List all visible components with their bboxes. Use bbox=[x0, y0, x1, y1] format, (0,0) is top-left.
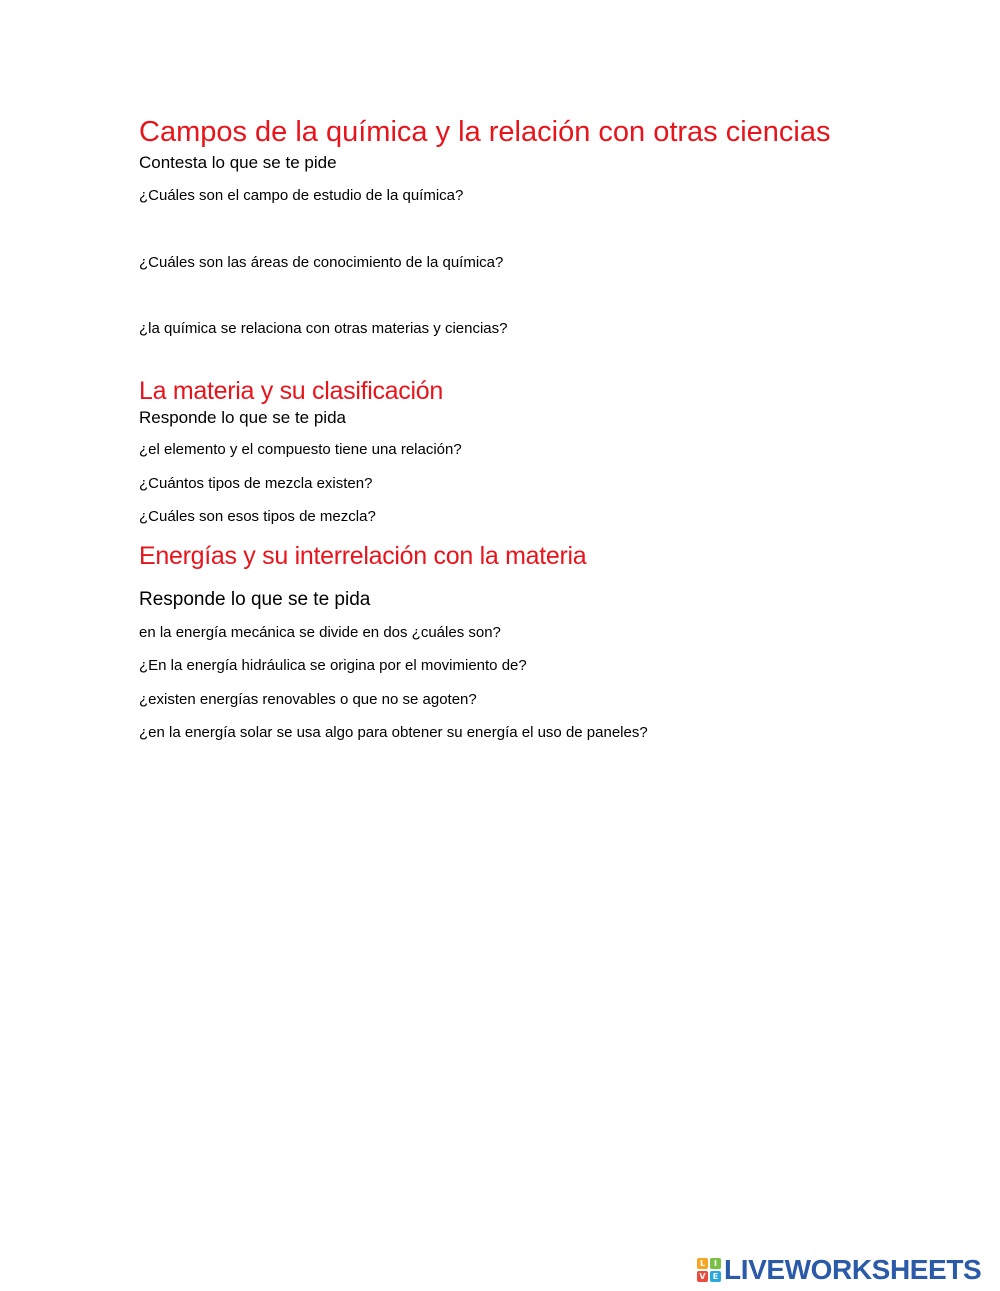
section-2-question-1: ¿el elemento y el compuesto tiene una relación? bbox=[139, 441, 462, 458]
logo-mark-l: L bbox=[697, 1258, 708, 1269]
section-3-question-1: en la energía mecánica se divide en dos ¿cuáles son? bbox=[139, 624, 501, 641]
section-1-question-1: ¿Cuáles son el campo de estudio de la química? bbox=[139, 187, 464, 204]
liveworksheets-logo-icon bbox=[697, 1258, 721, 1282]
section-1-title: Campos de la química y la relación con otras ciencias bbox=[139, 116, 831, 148]
section-3-question-3: ¿existen energías renovables o que no se agoten? bbox=[139, 691, 477, 708]
section-3-title: Energías y su interrelación con la materia bbox=[139, 542, 587, 570]
section-1-instruction: Contesta lo que se te pide bbox=[139, 153, 337, 172]
section-3-instruction: Responde lo que se te pida bbox=[139, 589, 371, 610]
section-2-question-2: ¿Cuántos tipos de mezcla existen? bbox=[139, 475, 373, 492]
logo-mark-i: I bbox=[710, 1258, 721, 1269]
section-1-question-2: ¿Cuáles son las áreas de conocimiento de la química? bbox=[139, 254, 504, 271]
section-2-title: La materia y su clasificación bbox=[139, 377, 443, 405]
logo-mark-v: V bbox=[697, 1271, 708, 1282]
section-2-instruction: Responde lo que se te pida bbox=[139, 408, 346, 427]
logo-mark-e: E bbox=[710, 1271, 721, 1282]
liveworksheets-logo-text: LIVEWORKSHEETS bbox=[724, 1254, 982, 1285]
section-3-question-4: ¿en la energía solar se usa algo para obtener su energía el uso de paneles? bbox=[139, 724, 648, 741]
liveworksheets-logo bbox=[697, 1254, 982, 1285]
section-2-question-3: ¿Cuáles son esos tipos de mezcla? bbox=[139, 508, 376, 525]
section-1-question-3: ¿la química se relaciona con otras materias y ciencias? bbox=[139, 320, 508, 337]
section-3-question-2: ¿En la energía hidráulica se origina por el movimiento de? bbox=[139, 657, 527, 674]
